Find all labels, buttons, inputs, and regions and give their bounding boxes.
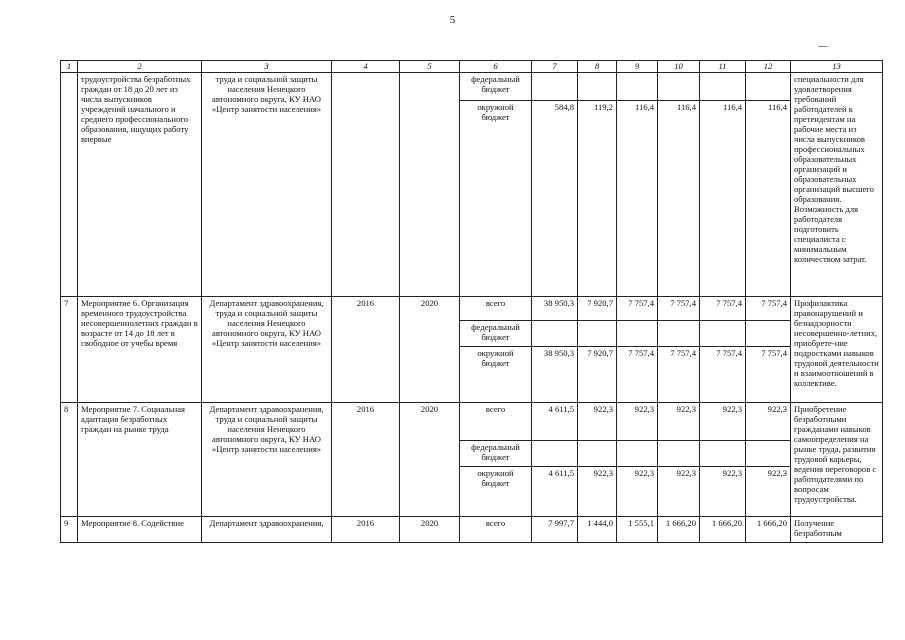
row-number: 7 (61, 297, 78, 403)
executor: Департамент здравоохранения, труда и социальной защиты населения Ненецкого автономного округа, КУ НАО «Центр занятости населения» (202, 403, 332, 517)
value-cell: 38 950,3 (532, 347, 578, 403)
source-total: всего (460, 403, 532, 441)
expected-result: Получение безработным (791, 517, 883, 543)
col-header: 5 (400, 61, 460, 73)
start-year: 2016 (332, 297, 400, 403)
expected-result: специальности для удовлетворения требований работодателей к претендентам на рабочие места из числа выпускников профессиональных образовательных организаций и образовательных организаций высшего образования. Возможность для работодателя подготовить специалиста с минимальным количеством затрат. (791, 73, 883, 297)
value-cell: 1 666,20 (658, 517, 700, 543)
col-header: 7 (532, 61, 578, 73)
executor: труда и социальной защиты населения Ненецкого автономного округа, КУ НАО «Центр занятости населения» (202, 73, 332, 297)
row-number: 9 (61, 517, 78, 543)
value-cell: 7 757,4 (658, 347, 700, 403)
source-total: всего (460, 297, 532, 321)
value-cell: 922,3 (617, 467, 658, 517)
value-cell: 1 555,1 (617, 517, 658, 543)
value-cell: 119,2 (578, 101, 617, 297)
col-header: 9 (617, 61, 658, 73)
value-cell: 7 757,4 (746, 347, 791, 403)
executor: Департамент здравоохранения, труда и социальной защиты населения Ненецкого автономного округа, КУ НАО «Центр занятости населения» (202, 297, 332, 403)
value-cell: 7 757,4 (658, 297, 700, 321)
header-row (61, 61, 883, 73)
expected-result: Приобретение безработными гражданами навыков самоопределения на рынке труда, развития трудовой карьеры, ведения переговоров с работодателями по вопросам трудоустройства. (791, 403, 883, 517)
value-cell: 7 757,4 (617, 297, 658, 321)
executor: Департамент здравоохранения, (202, 517, 332, 543)
scan-mark (818, 46, 828, 47)
table-row (61, 297, 883, 321)
end-year: 2020 (400, 403, 460, 517)
col-header: 8 (578, 61, 617, 73)
source-district: окружной бюджет (460, 467, 532, 517)
value-cell: 1 666,20 (700, 517, 746, 543)
col-header: 12 (746, 61, 791, 73)
value-cell: 922,3 (578, 467, 617, 517)
table-row (61, 73, 883, 101)
source-federal: федеральный бюджет (460, 73, 532, 101)
value-cell: 7 997,7 (532, 517, 578, 543)
col-header: 1 (61, 61, 78, 73)
program-table (60, 60, 883, 543)
value-cell: 1 666,20 (746, 517, 791, 543)
value-cell: 7 920,7 (578, 347, 617, 403)
value-cell: 116,4 (617, 101, 658, 297)
row-number: 8 (61, 403, 78, 517)
col-header: 6 (460, 61, 532, 73)
source-federal: федеральный бюджет (460, 321, 532, 347)
col-header: 3 (202, 61, 332, 73)
value-cell: 7 757,4 (700, 297, 746, 321)
source-district: окружной бюджет (460, 101, 532, 297)
col-header: 2 (78, 61, 202, 73)
value-cell: 922,3 (578, 403, 617, 441)
col-header: 4 (332, 61, 400, 73)
measure-name: Мероприятие 6. Организация временного трудоустройства несовершеннолетних граждан в возрасте от 14 до 18 лет в свободное от учебы время (78, 297, 202, 403)
col-header: 13 (791, 61, 883, 73)
value-cell: 922,3 (658, 403, 700, 441)
value-cell: 922,3 (700, 403, 746, 441)
measure-name: Мероприятие 7. Социальная адаптация безработных граждан на рынке труда (78, 403, 202, 517)
value-cell: 922,3 (746, 403, 791, 441)
value-cell: 922,3 (617, 403, 658, 441)
value-cell: 7 757,4 (746, 297, 791, 321)
value-cell: 922,3 (746, 467, 791, 517)
value-cell: 38 950,3 (532, 297, 578, 321)
measure-name: трудоустройства безработных граждан от 18 до 20 лет из числа выпускников учреждений начального и среднего профессионального образования, ищущих работу впервые (78, 73, 202, 297)
value-cell: 4 611,5 (532, 403, 578, 441)
value-cell: 1 444,0 (578, 517, 617, 543)
source-district: окружной бюджет (460, 347, 532, 403)
col-header: 10 (658, 61, 700, 73)
expected-result: Профилактика правонарушений и безнадзорности несовершенно-летних, приобрете-ние подростками навыков трудовой деятельности и взаимоотношений в коллективе. (791, 297, 883, 403)
measure-name: Мероприятие 8. Содействие (78, 517, 202, 543)
value-cell: 584,8 (532, 101, 578, 297)
value-cell: 922,3 (700, 467, 746, 517)
value-cell: 116,4 (746, 101, 791, 297)
table-row (61, 517, 883, 543)
table-row (61, 403, 883, 441)
value-cell: 922,3 (658, 467, 700, 517)
page-number: 5 (449, 14, 456, 26)
value-cell: 116,4 (658, 101, 700, 297)
value-cell: 7 757,4 (700, 347, 746, 403)
source-total: всего (460, 517, 532, 543)
value-cell: 4 611,5 (532, 467, 578, 517)
value-cell: 7 920,7 (578, 297, 617, 321)
end-year: 2020 (400, 517, 460, 543)
end-year: 2020 (400, 297, 460, 403)
value-cell: 7 757,4 (617, 347, 658, 403)
source-federal: федеральный бюджет (460, 441, 532, 467)
col-header: 11 (700, 61, 746, 73)
start-year: 2016 (332, 517, 400, 543)
start-year: 2016 (332, 403, 400, 517)
value-cell: 116,4 (700, 101, 746, 297)
